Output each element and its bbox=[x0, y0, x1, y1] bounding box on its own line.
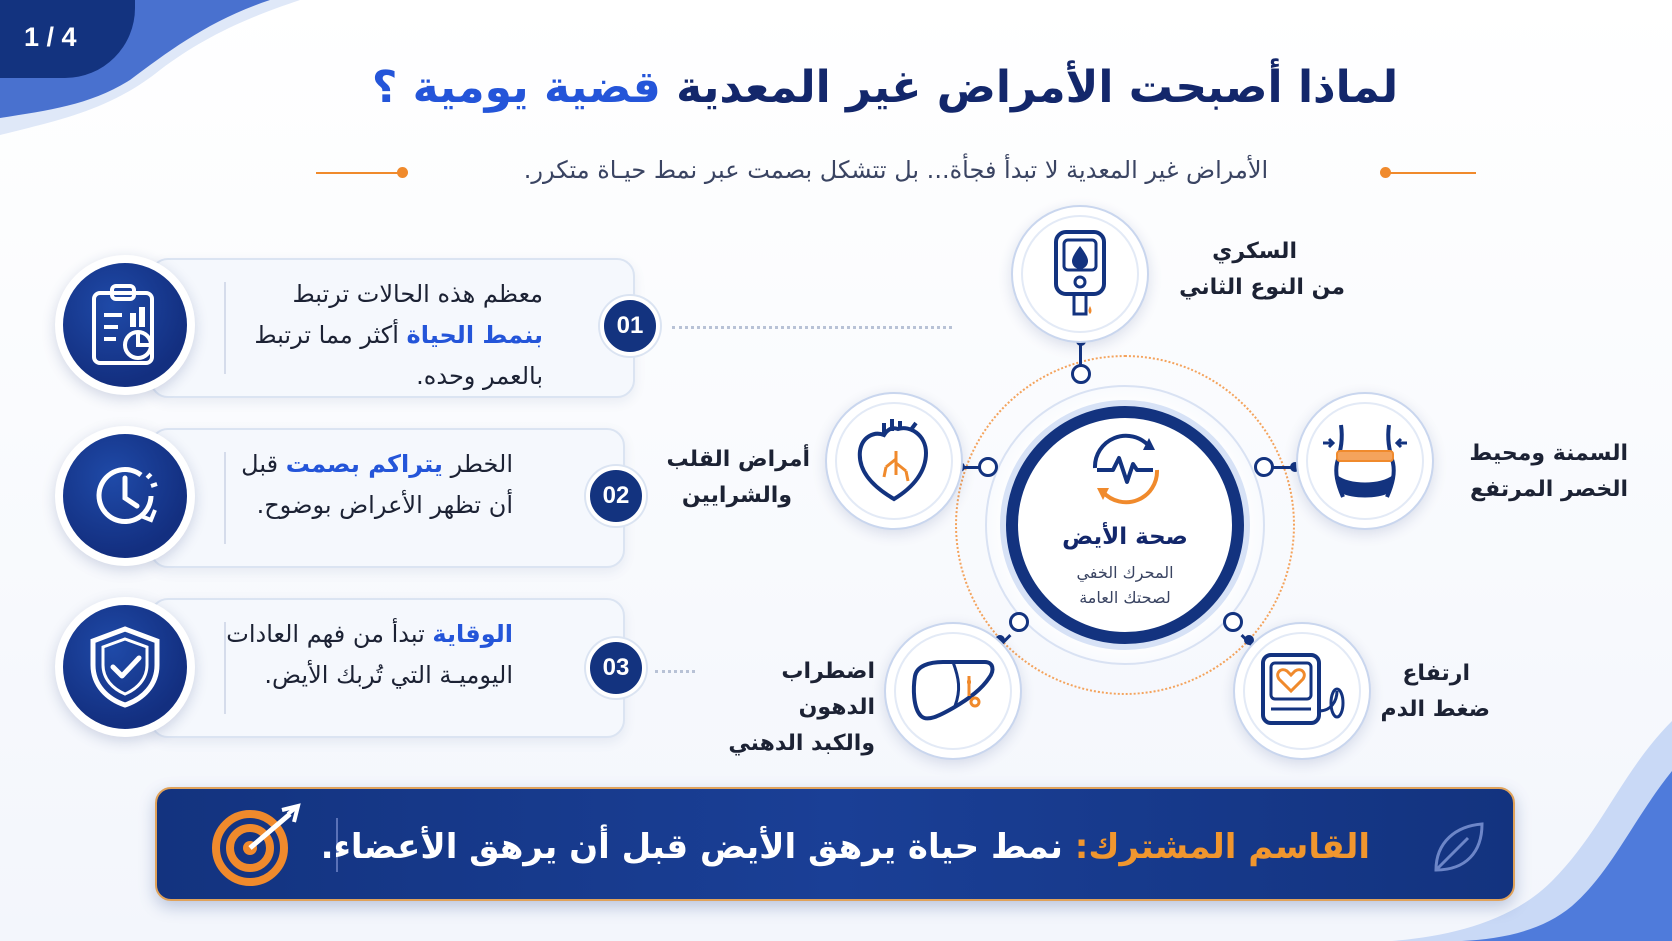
label-diabetes bbox=[1145, 234, 1345, 306]
point-text-before: معظم هذه الحالات ترتبط bbox=[292, 280, 543, 308]
hub-subtitle-line2: لصحتك العامة bbox=[1079, 588, 1171, 607]
connector-ring bbox=[1254, 457, 1274, 477]
page-title bbox=[300, 62, 1470, 113]
node-diabetes bbox=[1011, 205, 1149, 343]
clipboard-chart-icon bbox=[88, 283, 162, 367]
shield-check-icon bbox=[87, 625, 163, 709]
waist-measure-icon bbox=[1319, 419, 1411, 503]
heart-icon bbox=[852, 415, 936, 507]
title-main: لماذا أصبحت الأمراض غير المعدية bbox=[676, 62, 1399, 113]
connector-dotted-01 bbox=[672, 326, 952, 329]
conclusion-highlight: القاسم المشترك: bbox=[1074, 827, 1370, 867]
point-icon-circle-02 bbox=[55, 426, 195, 566]
label-heart bbox=[660, 442, 810, 514]
label-heart-line2: والشرايين bbox=[681, 483, 792, 508]
blood-pressure-monitor-icon bbox=[1257, 651, 1347, 731]
point-text-03 bbox=[213, 614, 513, 696]
point-card-03 bbox=[150, 598, 625, 738]
target-arrow-icon bbox=[210, 802, 306, 888]
point-text-before: الخطر bbox=[450, 450, 513, 478]
leaf-icon bbox=[1428, 818, 1488, 878]
card-divider bbox=[224, 282, 226, 374]
point-text-02 bbox=[213, 444, 513, 526]
page-indicator: 1 / 4 bbox=[24, 22, 77, 52]
metabolism-cycle-icon bbox=[1083, 432, 1169, 506]
label-liver bbox=[700, 654, 875, 762]
point-text-highlight: يتراكم بصمت bbox=[285, 450, 443, 478]
conclusion-text bbox=[320, 827, 1370, 867]
point-text-highlight: الوقاية bbox=[432, 620, 513, 648]
conclusion-body: نمط حياة يرهق الأيض قبل أن يرهق الأعضاء. bbox=[320, 827, 1063, 867]
hub-title: صحة الأيض bbox=[1062, 524, 1188, 550]
title-accent: قضية يومية ؟ bbox=[371, 62, 661, 113]
point-text-after: أكثر مما ترتبط بالعمر وحده. bbox=[254, 321, 543, 390]
connector-ring bbox=[1009, 612, 1029, 632]
glucometer-icon bbox=[1050, 228, 1110, 320]
label-diabetes-line1: السكري bbox=[1212, 239, 1297, 264]
label-obesity bbox=[1468, 436, 1628, 508]
point-text-after: قبل أن تظهر الأعراض بوضوح. bbox=[241, 450, 513, 519]
point-text-01 bbox=[243, 274, 543, 397]
point-text-after: تبدأ من فهم العادات اليوميـة التي تُربك الأيض. bbox=[226, 620, 513, 689]
point-number-01: 01 bbox=[600, 296, 660, 356]
label-blood-pressure-line1: ارتفاع bbox=[1402, 661, 1470, 686]
subtitle-row bbox=[316, 152, 1476, 192]
label-diabetes-line2: من النوع الثاني bbox=[1179, 275, 1345, 300]
point-number-03: 03 bbox=[586, 638, 646, 698]
point-icon-circle-03 bbox=[55, 597, 195, 737]
point-card-01 bbox=[150, 258, 635, 398]
connector-ring bbox=[1223, 612, 1243, 632]
node-blood-pressure bbox=[1233, 622, 1371, 760]
point-number-02: 02 bbox=[586, 466, 646, 526]
connector-ring bbox=[978, 457, 998, 477]
node-obesity bbox=[1296, 392, 1434, 530]
connector-dotted-03 bbox=[655, 670, 695, 673]
liver-icon bbox=[909, 656, 997, 726]
label-liver-line1: اضطراب الدهون bbox=[781, 659, 875, 720]
label-blood-pressure-line2: ضغط الدم bbox=[1380, 697, 1490, 722]
node-heart bbox=[825, 392, 963, 530]
subtitle: الأمراض غير المعدية لا تبدأ فجأة... بل تتشكل بصمت عبر نمط حيـاة متكرر. bbox=[523, 156, 1269, 184]
label-liver-line2: والكبد الدهني bbox=[728, 731, 875, 756]
point-card-02 bbox=[150, 428, 625, 568]
label-obesity-line2: الخصر المرتفع bbox=[1469, 477, 1628, 502]
label-heart-line1: أمراض القلب bbox=[666, 447, 810, 472]
connector-ring bbox=[1071, 364, 1091, 384]
label-blood-pressure bbox=[1380, 656, 1490, 728]
clock-icon bbox=[85, 456, 165, 536]
label-obesity-line1: السمنة ومحيط bbox=[1469, 441, 1628, 466]
point-text-highlight: بنمط الحياة bbox=[406, 321, 543, 349]
hub-subtitle-line1: المحرك الخفي bbox=[1076, 563, 1174, 582]
hub-subtitle bbox=[1040, 560, 1210, 610]
point-icon-circle-01 bbox=[55, 255, 195, 395]
node-liver bbox=[884, 622, 1022, 760]
